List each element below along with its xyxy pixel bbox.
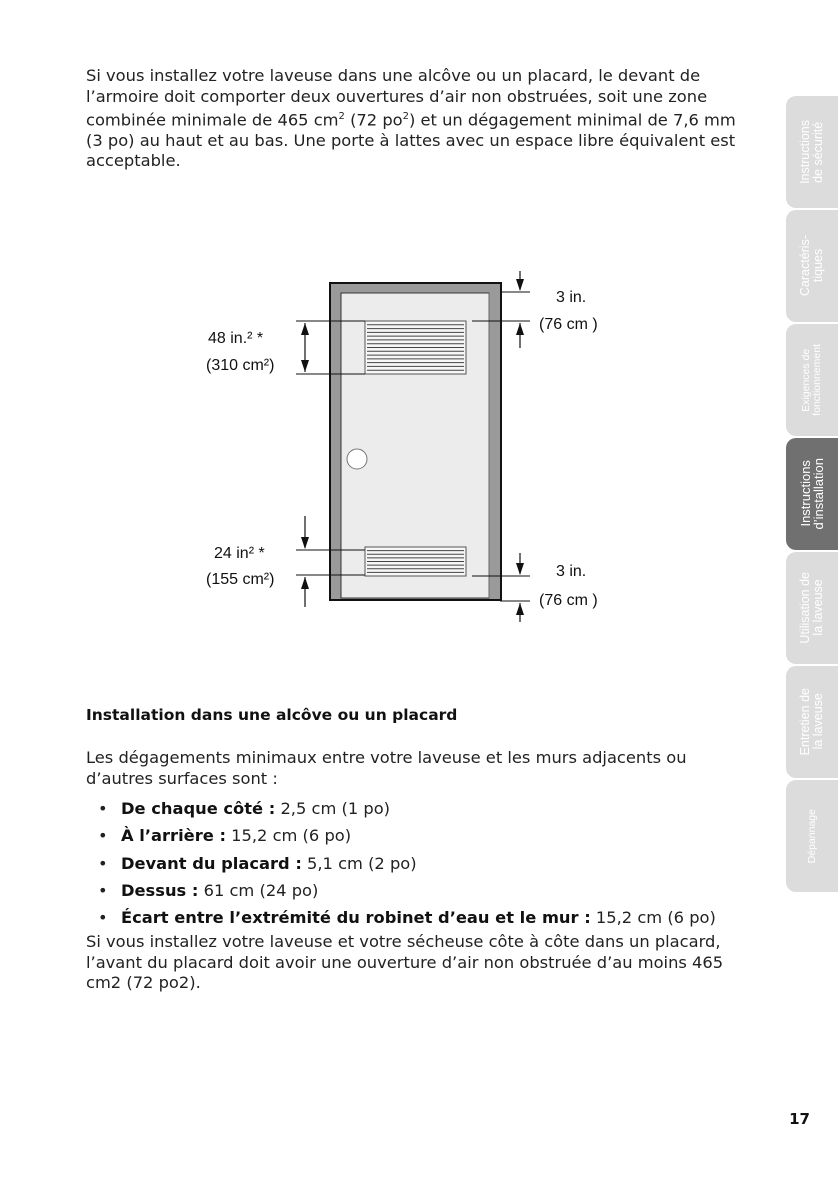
intro-paragraph: Si vous installez votre laveuse dans une alcôve ou un placard, le devant de l’armoire doit comporter deux ouvertures d’air non obstruées, soit une zone combinée minimale de 465 $cm^2$ (72 $po^2$) et un dégagement minimal de 7,6 mm (3 po) au haut et au bas. Une porte à lattes avec un espace libre équivalent est acceptable.	[86, 66, 736, 171]
top-vent-area-in: 48 in.² *	[208, 330, 264, 347]
door-knob	[347, 449, 367, 469]
bottom-clearance-in: 3 in.	[556, 563, 587, 580]
list-item: • De chaque côté : 2,5 cm (1 po)	[86, 795, 786, 822]
top-vent-area-cm: (310 cm²)	[206, 357, 275, 374]
top-clearance-in: 3 in.	[556, 289, 587, 306]
list-item: • Dessus : 61 cm (24 po)	[86, 877, 786, 904]
tab-using-washer[interactable]: Utilisation de la laveuse	[786, 552, 838, 664]
top-clearance-cm: (76 cm )	[539, 316, 598, 333]
list-item: • À l’arrière : 15,2 cm (6 po)	[86, 822, 786, 849]
section-heading: Installation dans une alcôve ou un placard	[86, 706, 458, 724]
bullet-icon: •	[98, 908, 108, 928]
tab-installation-instructions[interactable]: Instructions d’installation	[786, 438, 838, 550]
list-item: • Écart entre l’extrémité du robinet d’eau et le mur : 15,2 cm (6 po)	[86, 904, 786, 931]
tab-washer-care[interactable]: Entretien de la laveuse	[786, 666, 838, 778]
bottom-vent-area-in: 24 in² *	[214, 545, 265, 562]
clearances-list	[86, 795, 786, 931]
tab-operating-requirements[interactable]: Exigences de fonctionnement	[786, 324, 838, 436]
tab-features[interactable]: Caractéris- tiques	[786, 210, 838, 322]
bullet-icon: •	[98, 880, 108, 900]
page-number: 17	[789, 1110, 810, 1128]
tab-troubleshooting[interactable]: Dépannage	[786, 780, 838, 892]
clearances-intro: Les dégagements minimaux entre votre laveuse et les murs adjacents ou d’autres surfaces sont :	[86, 748, 687, 788]
bullet-icon: •	[98, 799, 108, 818]
bottom-clearance-cm: (76 cm )	[539, 592, 598, 609]
section-tabs	[786, 96, 838, 894]
bottom-vent-slats	[367, 551, 464, 573]
bullet-icon: •	[98, 853, 108, 873]
bottom-vent-area-cm: (155 cm²)	[206, 571, 275, 588]
closing-paragraph: Si vous installez votre laveuse et votre sécheuse côte à côte dans un placard, l’avant du placard doit avoir une ouverture d’air non obstruée d’au moins 465 cm2 (72 po2).	[86, 932, 724, 992]
bullet-icon: •	[98, 826, 108, 846]
tab-safety-instructions[interactable]: Instructions de sécurité	[786, 96, 838, 208]
list-item: • Devant du placard : 5,1 cm (2 po)	[86, 850, 786, 877]
